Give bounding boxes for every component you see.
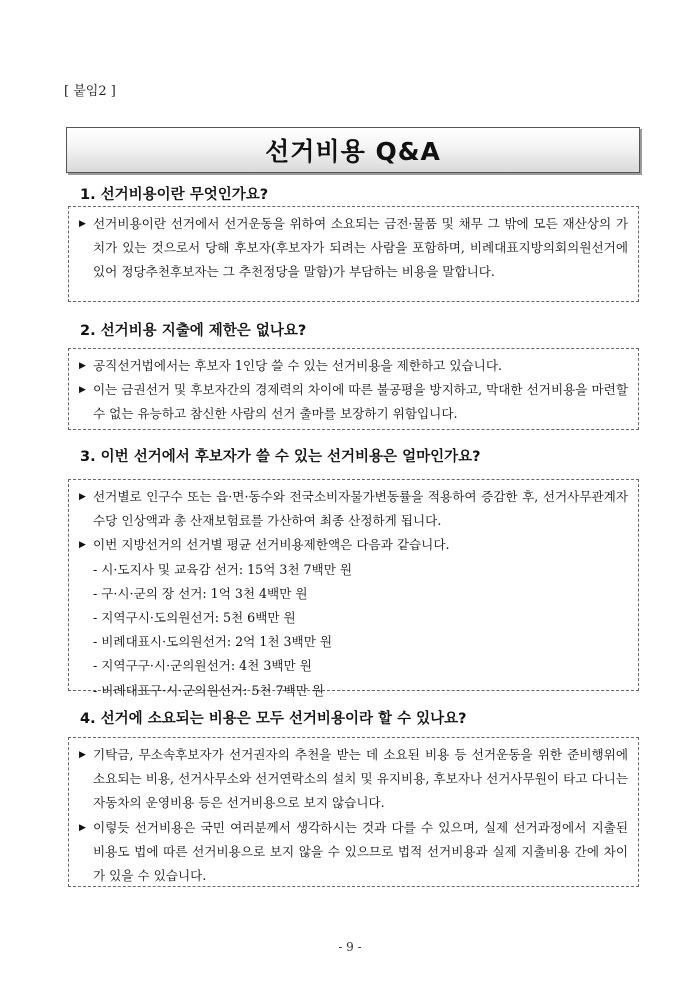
question-heading-1: 1. 선거비용이란 무엇인가요? xyxy=(80,187,269,203)
bullet-text: 이렇듯 선거비용은 국민 여러분께서 생각하시는 것과 다를 수 있으며, 실제 선거과정에서 지출된 비용도 법에 따른 선거비용으로 보지 않을 수 있으므로 법적 선거비용과 실제 지출비용 간에 차이가 있을 수 있습니다. xyxy=(93,819,628,884)
answer-bullet xyxy=(79,212,628,285)
limit-list-item: - 비례대표구·시·군의원선거: 5천 7백만 원 xyxy=(93,682,325,698)
answer-box-4 xyxy=(68,737,639,887)
bullet-text: 이번 지방선거의 선거별 평균 선거비용제한액은 다음과 같습니다. xyxy=(93,537,450,553)
answer-bullet xyxy=(79,816,628,889)
answer-bullet xyxy=(79,354,628,378)
answer-box-1 xyxy=(68,206,639,302)
triangle-bullet-icon: ▶ xyxy=(79,822,86,833)
limit-list-item: - 지역구구·시·군의원선거: 4천 3백만 원 xyxy=(93,658,312,674)
bullet-text: 선거비용이란 선거에서 선거운동을 위하여 소요되는 금전·물품 및 채무 그 밖에 모든 재산상의 가치가 있는 것으로서 당해 후보자(후보자가 되려는 사람을 포함하며, 비례대표지방의회의원선거에 있어 정당추천후보자는 그 추천정당을 말함)가 부담하는 비용을 말합니다. xyxy=(93,216,628,280)
question-heading-2: 2. 선거비용 지출에 제한은 없나요? xyxy=(80,323,307,339)
question-heading-4: 4. 선거에 소요되는 비용은 모두 선거비용이라 할 수 있나요? xyxy=(80,711,467,727)
question-heading-3: 3. 이번 선거에서 후보자가 쓸 수 있는 선거비용은 얼마인가요? xyxy=(80,449,481,465)
bullet-text: 기탁금, 무소속후보자가 선거권자의 추천을 받는 데 소요된 비용 등 선거운동을 위한 준비행위에 소요되는 비용, 선거사무소와 선거연락소의 설치 및 유지비용, 후보자나 선거사무원이 타고 다니는 자동차의 운영비용 등은 선거비용으로 보지 않습니다. xyxy=(93,747,628,811)
limit-list-item: - 비례대표시·도의원선거: 2억 1천 3백만 원 xyxy=(93,634,333,650)
bullet-text: 이는 금권선거 및 후보자간의 경제력의 차이에 따른 불공평을 방지하고, 막대한 선거비용을 마련할 수 없는 유능하고 참신한 사람의 선거 출마를 보장하기 위함입니다. xyxy=(93,382,628,422)
attachment-label: [ 붙임2 ] xyxy=(64,84,116,99)
answer-bullet xyxy=(79,743,628,816)
page-number: - 9 - xyxy=(338,940,362,954)
answer-bullet xyxy=(79,533,628,557)
answer-box-2 xyxy=(68,348,639,430)
answer-box-3 xyxy=(68,479,639,698)
limit-list-item: - 구·시·군의 장 선거: 1억 3천 4백만 원 xyxy=(93,585,308,601)
page-title: 선거비용 Q&A xyxy=(265,137,441,166)
answer-bullet xyxy=(79,378,628,426)
triangle-bullet-icon: ▶ xyxy=(79,219,86,229)
triangle-bullet-icon: ▶ xyxy=(79,385,86,396)
answer-bullet xyxy=(79,485,628,533)
title-banner xyxy=(66,127,640,173)
limit-list-item: - 시·도지사 및 교육감 선거: 15억 3천 7백만 원 xyxy=(93,561,353,577)
limit-list-item: - 지역구시·도의원선거: 5천 6백만 원 xyxy=(93,610,296,626)
triangle-bullet-icon: ▶ xyxy=(79,361,86,371)
triangle-bullet-icon: ▶ xyxy=(79,492,86,502)
bullet-text: 공직선거법에서는 후보자 1인당 쓸 수 있는 선거비용을 제한하고 있습니다. xyxy=(93,358,503,373)
bullet-text: 선거별로 인구수 또는 읍·면·동수와 전국소비자물가변동률을 적용하여 증감한 후, 선거사무관계자 수당 인상액과 총 산재보험료를 가산하여 최종 산정하게 됩니다. xyxy=(93,489,628,529)
triangle-bullet-icon: ▶ xyxy=(79,540,86,551)
triangle-bullet-icon: ▶ xyxy=(79,750,86,760)
